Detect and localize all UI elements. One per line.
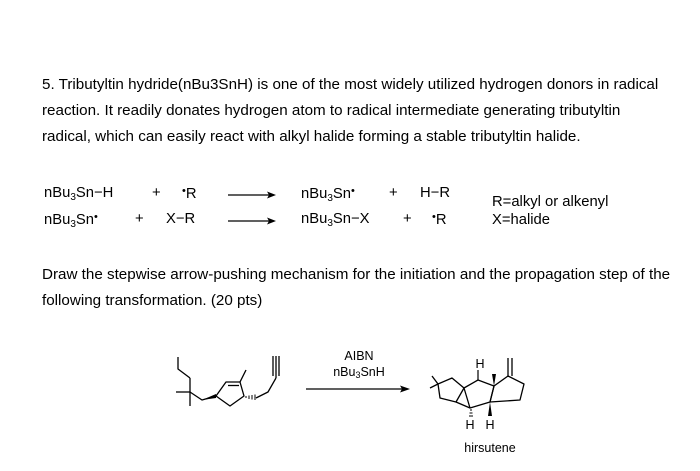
eq2-plus-1: + (135, 211, 144, 227)
eq2-product-2: •R (432, 211, 447, 228)
definition-x: X=halide (492, 212, 551, 228)
question-intro-text: 5. Tributyltin hydride(nBu3SnH) is one of the most widely utilized hydrogen donors in radical reaction. It readily donates hydrogen atom to radical intermediate generating tributyltin radical, which can easily react with alkyl halide forming a stable tributyltin halide. (42, 76, 659, 145)
h-label-bottom-left: H (465, 418, 475, 432)
scheme-reaction-arrow (306, 384, 410, 394)
reaction-arrow-1 (228, 190, 276, 200)
eq1-reactant-1: nBu$_3$Sn−H (44, 185, 114, 203)
eq2-plus-2: + (403, 211, 412, 227)
definition-r: R=alkyl or alkenyl (492, 194, 609, 210)
question-task-text: Draw the stepwise arrow-pushing mechanism for the initiation and the propagation step of the following transformation. (20 pts) (42, 266, 671, 309)
eq1-product-1: nBu$_3$Sn• (301, 185, 355, 204)
reaction-arrow-2 (228, 216, 276, 226)
starting-material-structure (160, 352, 305, 422)
product-name-hirsutene: hirsutene (464, 441, 516, 455)
h-label-bottom-right: H (485, 418, 495, 432)
eq1-product-2: H−R (420, 185, 451, 201)
reagent-nbu3snh: nBu$_3$SnH (333, 365, 385, 380)
eq1-plus-1: + (152, 185, 161, 201)
eq2-reactant-1: nBu$_3$Sn• (44, 211, 98, 230)
eq2-product-1: nBu$_3$Sn−X (301, 211, 370, 229)
eq2-reactant-2: X−R (166, 211, 196, 227)
eq1-reactant-2: •R (182, 185, 197, 202)
h-label-top: H (475, 357, 485, 371)
eq1-plus-2: + (389, 185, 398, 201)
reagent-aibn: AIBN (344, 349, 374, 363)
